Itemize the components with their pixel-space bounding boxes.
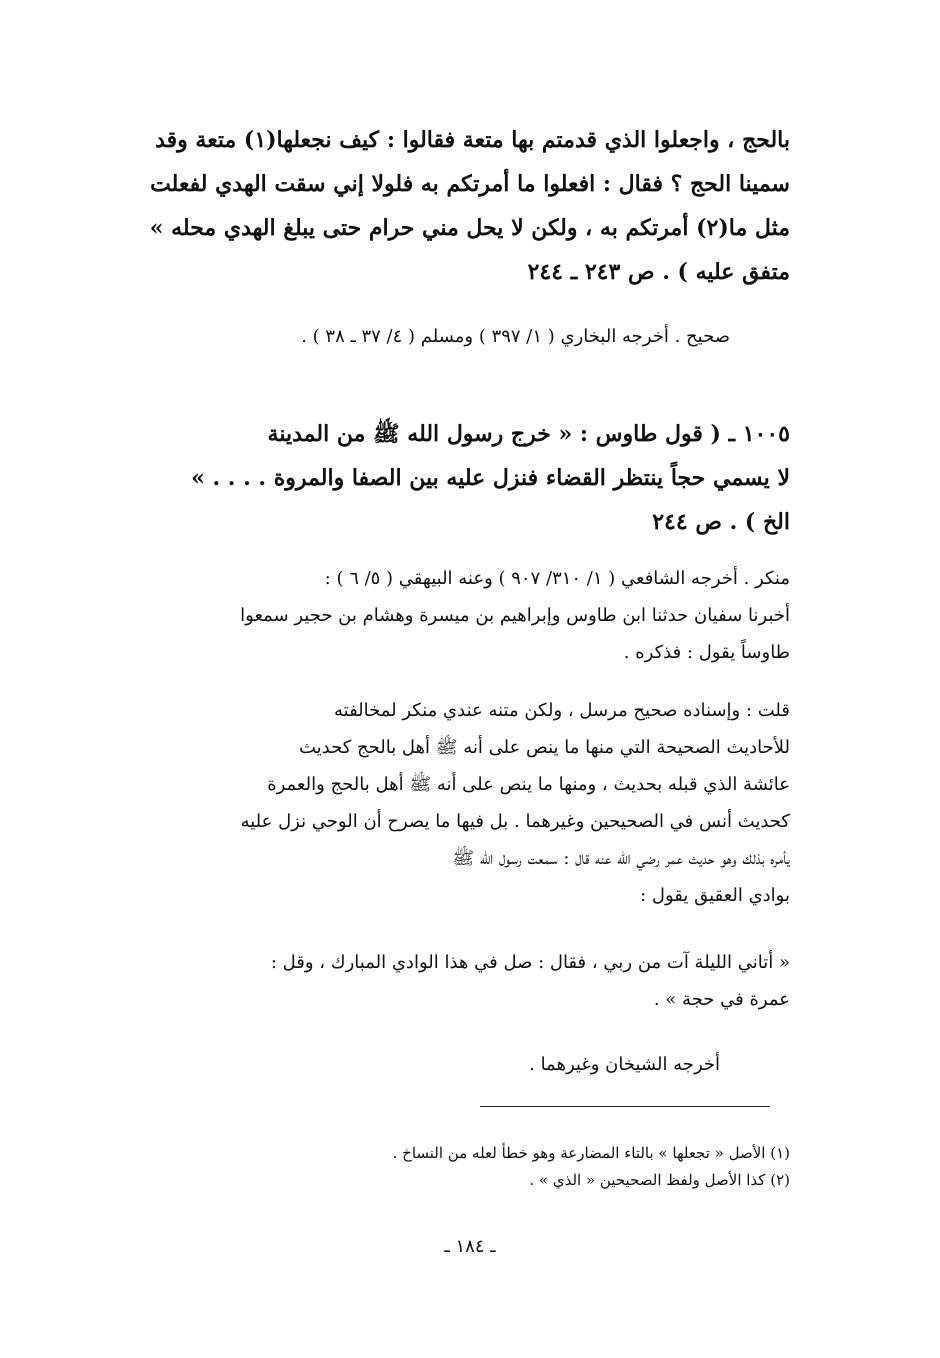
text-line: عمرة في حجة » .	[653, 989, 790, 1010]
commentary-paragraph	[100, 692, 790, 914]
text-line: مثل ما(٢) أمرتكم به ، ولكن لا يحل مني حرام حتى يبلغ الهدي محله »	[149, 215, 790, 241]
text-line: يأمره بذلك وهو حديث عمر رضي الله عنه قال : سمعت رسول الله ﷺ	[452, 848, 790, 869]
footnote: (١) الأصل « تجعلها » بالتاء المضارعة وهو خطأ لعله من النساخ .	[392, 1144, 790, 1162]
text-line: أخرجه الشيخان وغيرهما .	[529, 1054, 720, 1075]
continued-hadith-passage	[100, 118, 790, 294]
text-line: سمينا الحج ؟ فقال : افعلوا ما أمرتكم به فلولا إني سقت الهدي لفعلت	[150, 171, 790, 197]
text-line: « أتاني الليلة آت من ربي ، فقال : صل في هذا الوادي المبارك ، وقل :	[270, 952, 790, 973]
text-line: بالحج ، واجعلوا الذي قدمتم بها متعة فقالوا : كيف نجعلها(١) متعة وقد	[155, 127, 790, 153]
text-line: منكر . أخرجه الشافعي ( ١/ ٣١٠/ ٩٠٧ ) وعنه البيهقي ( ٥/ ٦ ) :	[324, 568, 790, 589]
takhrij-paragraph	[100, 560, 790, 671]
takhrij-paragraph	[100, 1046, 720, 1083]
takhrij-paragraph	[100, 318, 730, 355]
hadith-quote	[100, 944, 790, 1018]
text-line: بوادي العقيق يقول :	[640, 885, 790, 906]
text-line: قلت : وإسناده صحيح مرسل ، ولكن متنه عندي منكر لمخالفته	[333, 700, 790, 721]
footnotes	[100, 1140, 790, 1194]
text-line: للأحاديث الصحيحة التي منها ما ينص على أنه ﷺ أهل بالحج كحديث	[298, 737, 790, 758]
text-line: الخ ) . ص ٢٤٤	[652, 509, 790, 535]
text-line: لا يسمي حجاً ينتظر القضاء فنزل عليه بين الصفا والمروة . . . . »	[191, 465, 790, 491]
text-line: متفق عليه ) . ص ٢٤٣ ـ ٢٤٤	[527, 259, 790, 285]
text-line: أخبرنا سفيان حدثنا ابن طاوس وإبراهيم بن ميسرة وهشام بن حجير سمعوا	[240, 605, 790, 626]
text-line: عائشة الذي قبله بحديث ، ومنها ما ينص على أنه ﷺ أهل بالحج والعمرة	[267, 774, 790, 795]
page-number: ـ ١٨٤ ـ	[444, 1236, 496, 1257]
footnote-divider	[480, 1106, 770, 1107]
text-line: صحيح . أخرجه البخاري ( ١/ ٣٩٧ ) ومسلم ( ٤/ ٣٧ ـ ٣٨ ) .	[301, 326, 730, 347]
text-line: طاوساً يقول : فذكره .	[623, 642, 790, 663]
text-line: ١٠٠٥ ـ ( قول طاوس : « خرج رسول الله ﷺ من المدينة	[267, 421, 790, 447]
footnote: (٢) كذا الأصل ولفظ الصحيحين « الذي » .	[529, 1171, 790, 1189]
hadith-1005-passage	[100, 412, 790, 544]
text-line: كحديث أنس في الصحيحين وغيرهما . بل فيها ما يصرح أن الوحي نزل عليه	[240, 811, 790, 832]
